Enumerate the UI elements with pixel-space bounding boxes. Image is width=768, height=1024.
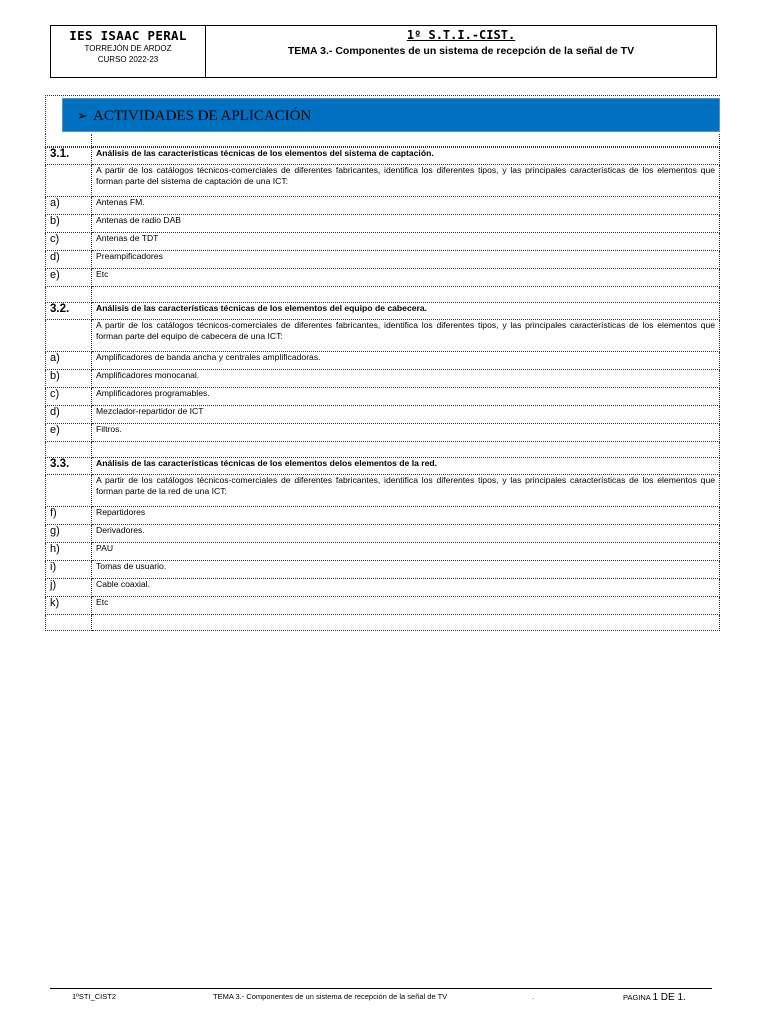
section-description: A partir de los catálogos técnicos-comerciales de diferentes fabricantes, identifica los diferentes tipos, y las principales características de los elementos que forman parte de la red de una ICT: bbox=[92, 475, 720, 507]
section-number: 3.2. bbox=[46, 303, 92, 320]
item-text: Amplificadores monocanal. bbox=[92, 370, 720, 388]
item-label: a) bbox=[46, 197, 92, 215]
list-item bbox=[46, 388, 720, 406]
item-label: d) bbox=[46, 406, 92, 424]
item-label: j) bbox=[46, 579, 92, 597]
list-item bbox=[46, 424, 720, 442]
item-text: Antenas de TDT bbox=[92, 233, 720, 251]
item-label: a) bbox=[46, 352, 92, 370]
course-title: 1º S.T.I.-CIST. bbox=[406, 28, 516, 42]
item-text: Etc bbox=[92, 597, 720, 615]
item-label: c) bbox=[46, 233, 92, 251]
school-year: CURSO 2022-23 bbox=[97, 55, 159, 64]
list-item bbox=[46, 406, 720, 424]
section-description: A partir de los catálogos técnicos-comerciales de diferentes fabricantes, identifica los diferentes tipos, y las principales características de los elementos que forman parte del sistema de captación de una ICT: bbox=[92, 165, 720, 197]
item-label: e) bbox=[46, 424, 92, 442]
activities-table bbox=[45, 95, 720, 631]
school-city: TORREJÓN DE ARDOZ bbox=[84, 44, 172, 53]
item-label: e) bbox=[46, 269, 92, 287]
item-text: Etc bbox=[92, 269, 720, 287]
banner-title: ACTIVIDADES DE APLICACIÓN bbox=[93, 108, 312, 124]
list-item bbox=[46, 525, 720, 543]
list-item bbox=[46, 579, 720, 597]
spacer-row bbox=[46, 287, 720, 303]
item-text: Cable coaxial. bbox=[92, 579, 720, 597]
list-item bbox=[46, 197, 720, 215]
section-description: A partir de los catálogos técnicos-comerciales de diferentes fabricantes, identifica los diferentes tipos, y las principales características de los elementos que forman parte del equipo de cabecera de una ICT: bbox=[92, 320, 720, 352]
item-label: k) bbox=[46, 597, 92, 615]
item-text: Antenas FM. bbox=[92, 197, 720, 215]
document-header bbox=[50, 25, 717, 78]
list-item bbox=[46, 507, 720, 525]
item-text: Amplificadores de banda ancha y centrales amplificadoras. bbox=[92, 352, 720, 370]
footer-dot: . bbox=[532, 992, 535, 1001]
school-name: IES ISAAC PERAL bbox=[69, 28, 187, 43]
item-label: b) bbox=[46, 370, 92, 388]
section-banner bbox=[62, 98, 720, 132]
list-item bbox=[46, 251, 720, 269]
list-item bbox=[46, 561, 720, 579]
spacer-row bbox=[46, 442, 720, 458]
list-item bbox=[46, 215, 720, 233]
section-description-row bbox=[46, 165, 720, 197]
spacer-row bbox=[46, 615, 720, 631]
section-heading-row bbox=[46, 148, 720, 165]
item-text: Repartidores bbox=[92, 507, 720, 525]
item-text: Derivadores. bbox=[92, 525, 720, 543]
section-number: 3.1. bbox=[46, 148, 92, 165]
item-label: c) bbox=[46, 388, 92, 406]
item-text: Amplificadores programables. bbox=[92, 388, 720, 406]
section-heading-row bbox=[46, 303, 720, 320]
list-item bbox=[46, 597, 720, 615]
footer-page bbox=[623, 992, 686, 1003]
activities-grid bbox=[45, 147, 720, 631]
item-label: f) bbox=[46, 507, 92, 525]
section-heading: Análisis de las características técnicas de los elementos delos elementos de la red. bbox=[92, 458, 720, 475]
page-number: 1 DE 1. bbox=[652, 992, 686, 1003]
section-heading-row bbox=[46, 458, 720, 475]
item-text: Filtros. bbox=[92, 424, 720, 442]
item-label: d) bbox=[46, 251, 92, 269]
arrow-bullet-icon: ➢ bbox=[77, 108, 88, 123]
list-item bbox=[46, 352, 720, 370]
topic-title: TEMA 3.- Componentes de un sistema de recepción de la señal de TV bbox=[287, 45, 635, 57]
section-heading: Análisis de las características técnicas de los elementos del equipo de cabecera. bbox=[92, 303, 720, 320]
list-item bbox=[46, 269, 720, 287]
footer-topic: TEMA 3.- Componentes de un sistema de recepción de la señal de TV bbox=[213, 992, 448, 1001]
spacer-row bbox=[45, 134, 720, 147]
section-description-row bbox=[46, 320, 720, 352]
banner-row bbox=[45, 95, 720, 134]
item-text: Mezclador-repartidor de ICT bbox=[92, 406, 720, 424]
item-text: PAU bbox=[92, 543, 720, 561]
list-item bbox=[46, 543, 720, 561]
section-number: 3.3. bbox=[46, 458, 92, 475]
course-info bbox=[206, 26, 716, 77]
item-label: h) bbox=[46, 543, 92, 561]
school-info bbox=[51, 26, 206, 77]
section-heading: Análisis de las características técnicas de los elementos del sistema de captación. bbox=[92, 148, 720, 165]
item-text: Preampificadores bbox=[92, 251, 720, 269]
page-label: PAGINA bbox=[623, 993, 651, 1002]
item-label: b) bbox=[46, 215, 92, 233]
list-item bbox=[46, 233, 720, 251]
item-text: Tomas de usuario. bbox=[92, 561, 720, 579]
item-label: g) bbox=[46, 525, 92, 543]
item-text: Antenas de radio DAB bbox=[92, 215, 720, 233]
footer-divider bbox=[50, 988, 712, 989]
item-label: i) bbox=[46, 561, 92, 579]
footer-code: 1ºSTI_CIST2 bbox=[72, 992, 117, 1001]
section-description-row bbox=[46, 475, 720, 507]
list-item bbox=[46, 370, 720, 388]
